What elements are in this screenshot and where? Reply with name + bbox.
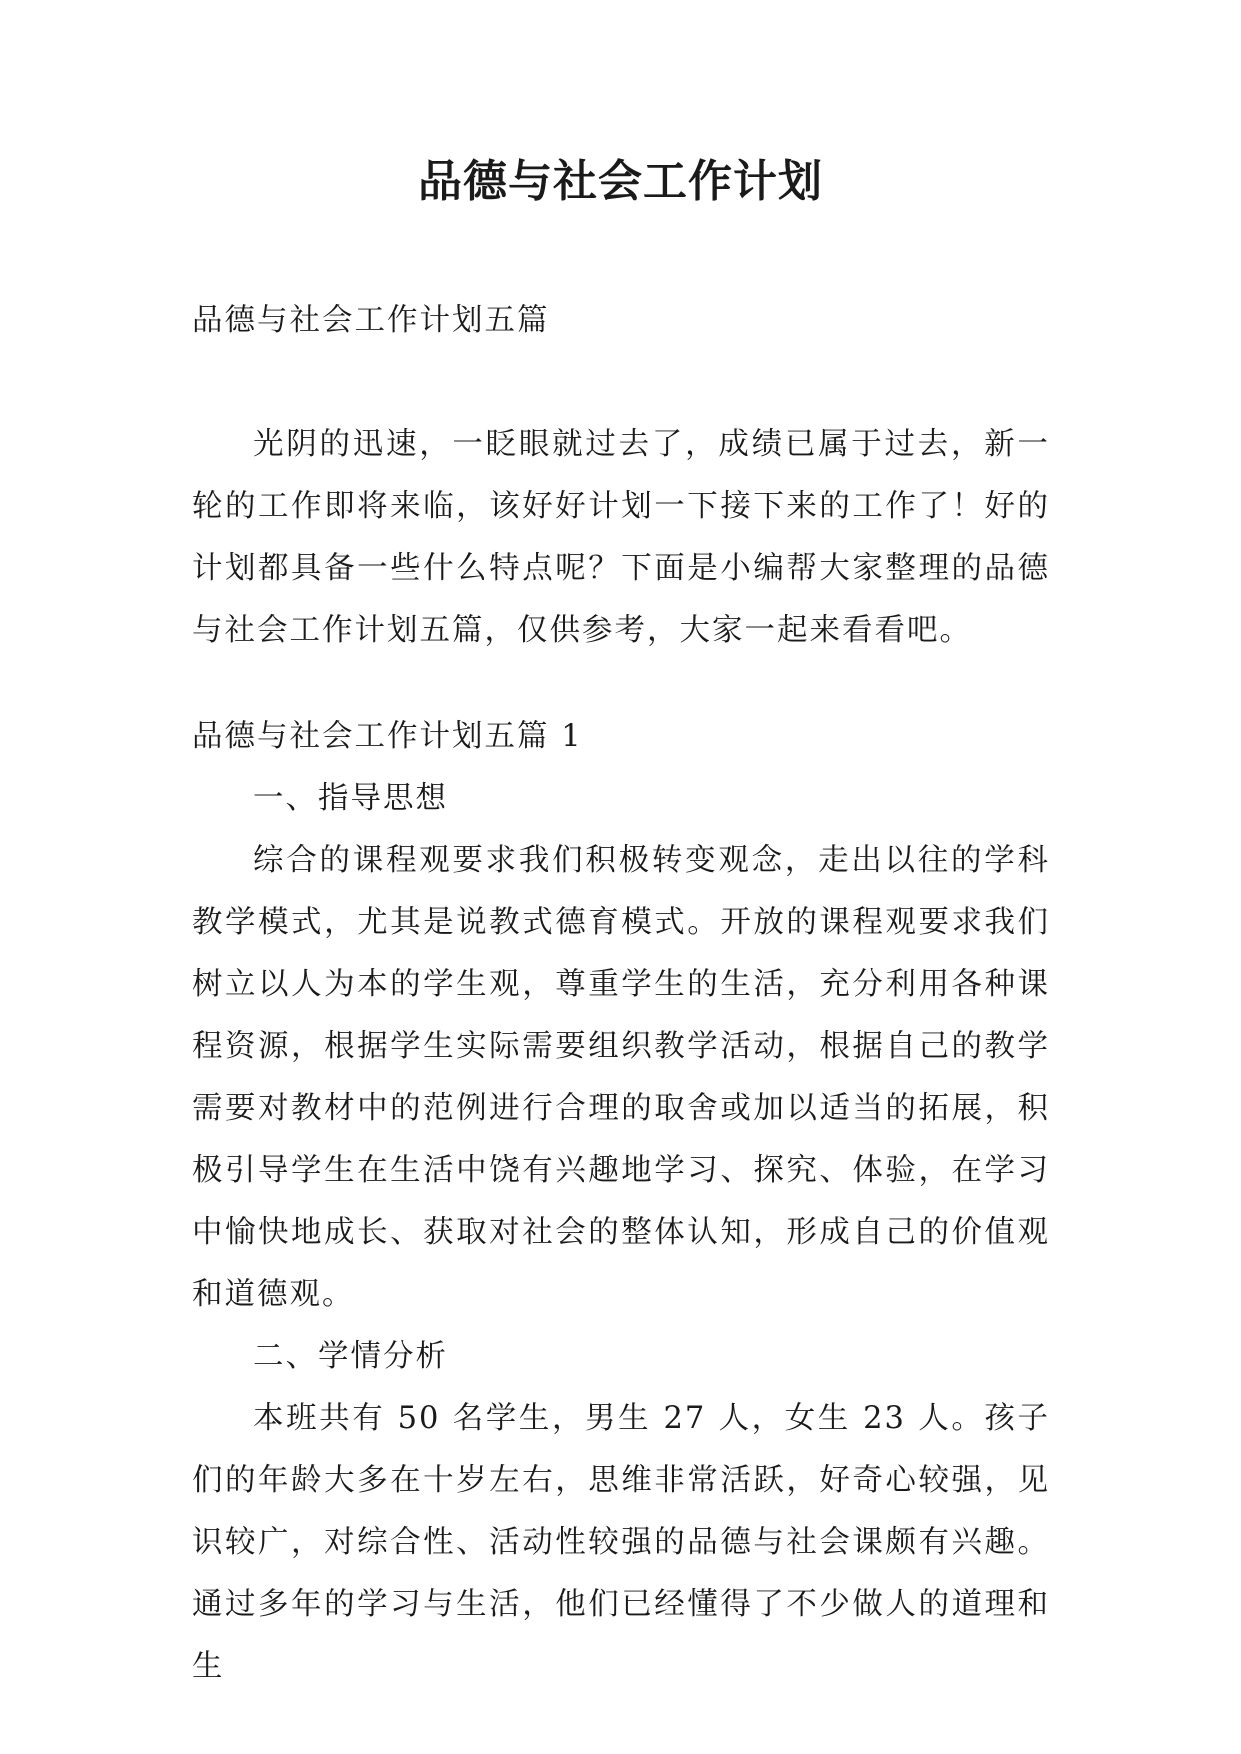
intro-paragraph: 光阴的迅速，一眨眼就过去了，成绩已属于过去，新一轮的工作即将来临，该好好计划一下接下来的工作了！好的计划都具备一些什么特点呢？下面是小编帮大家整理的品德与社会工作计划五篇，仅供参考，大家一起来看看吧。 — [192, 427, 1050, 648]
part2-paragraph: 本班共有 50 名学生，男生 27 人，女生 23 人。孩子们的年龄大多在十岁左右，思维非常活跃，好奇心较强，见识较广，对综合性、活动性较强的品德与社会课颇有兴趣。通过多年的学习与生活，他们已经懂得了不少做人的道理和生 — [192, 1401, 1050, 1684]
document-body — [192, 290, 1050, 1698]
document-subtitle: 品德与社会工作计划五篇 — [192, 303, 550, 338]
document-title: 品德与社会工作计划 — [418, 156, 823, 207]
part1-paragraph: 综合的课程观要求我们积极转变观念，走出以往的学科教学模式，尤其是说教式德育模式。开放的课程观要求我们树立以人为本的学生观，尊重学生的生活，充分利用各种课程资源，根据学生实际需要组织教学活动，根据自己的教学需要对教材中的范例进行合理的取舍或加以适当的拓展，积极引导学生在生活中饶有兴趣地学习、探究、体验，在学习中愉快地成长、获取对社会的整体认知，形成自己的价值观和道德观。 — [192, 843, 1050, 1312]
part1-heading: 一、指导思想 — [253, 781, 448, 816]
part2-heading: 二、学情分析 — [253, 1339, 448, 1374]
section-heading: 品德与社会工作计划五篇 1 — [192, 719, 583, 754]
